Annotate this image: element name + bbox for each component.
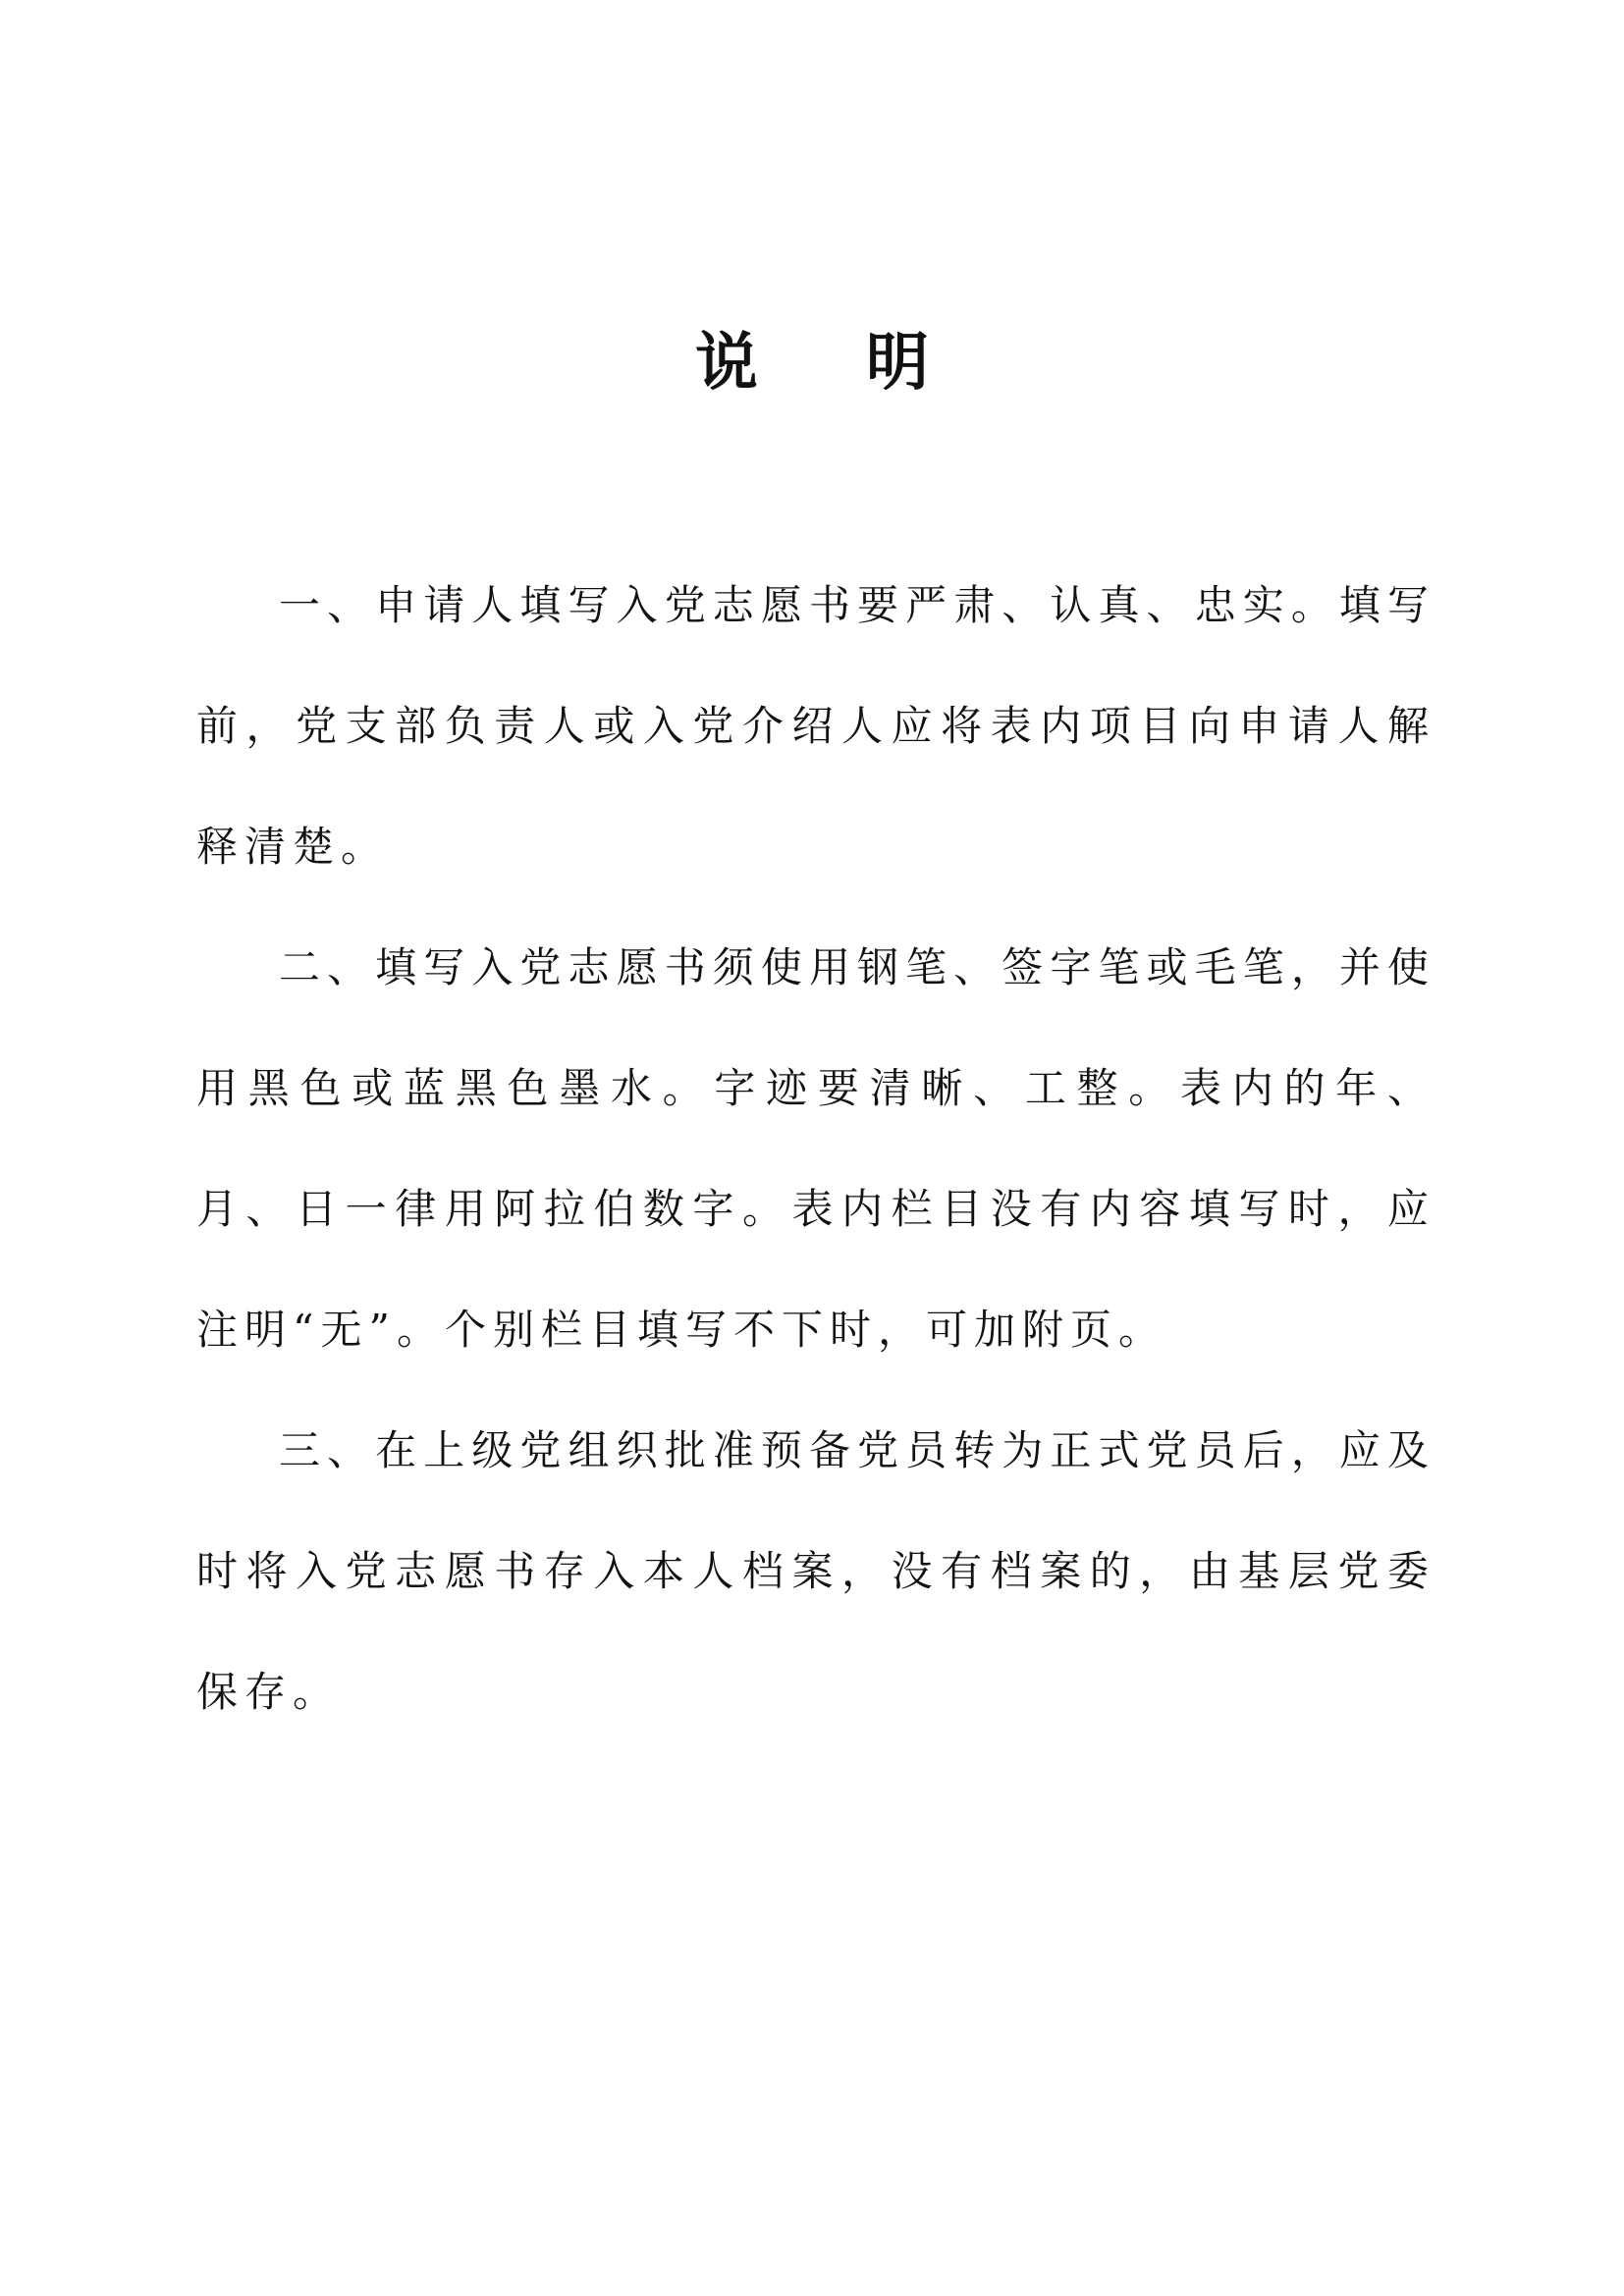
instructions-body: [196, 545, 1435, 1752]
instruction-paragraph-2: 二、填写入党志愿书须使用钢笔、签字笔或毛笔，并使用黑色或蓝黑色墨水。字迹要清晰、工整。表内的年、月、日一律用阿拉伯数字。表内栏目没有内容填写时，应注明“无”。个别栏目填写不下时，可加附页。: [196, 943, 1435, 1354]
instruction-paragraph-3: 三、在上级党组织批准预备党员转为正式党员后，应及时将入党志愿书存入本人档案，没有档案的，由基层党委保存。: [196, 1426, 1435, 1716]
title-char-2: 明: [866, 326, 929, 400]
title-char-1: 说: [695, 326, 758, 400]
page-title: [0, 324, 1624, 402]
instruction-paragraph-1: 一、申请人填写入党志愿书要严肃、认真、忠实。填写前，党支部负责人或入党介绍人应将表内项目向申请人解释清楚。: [196, 581, 1435, 871]
